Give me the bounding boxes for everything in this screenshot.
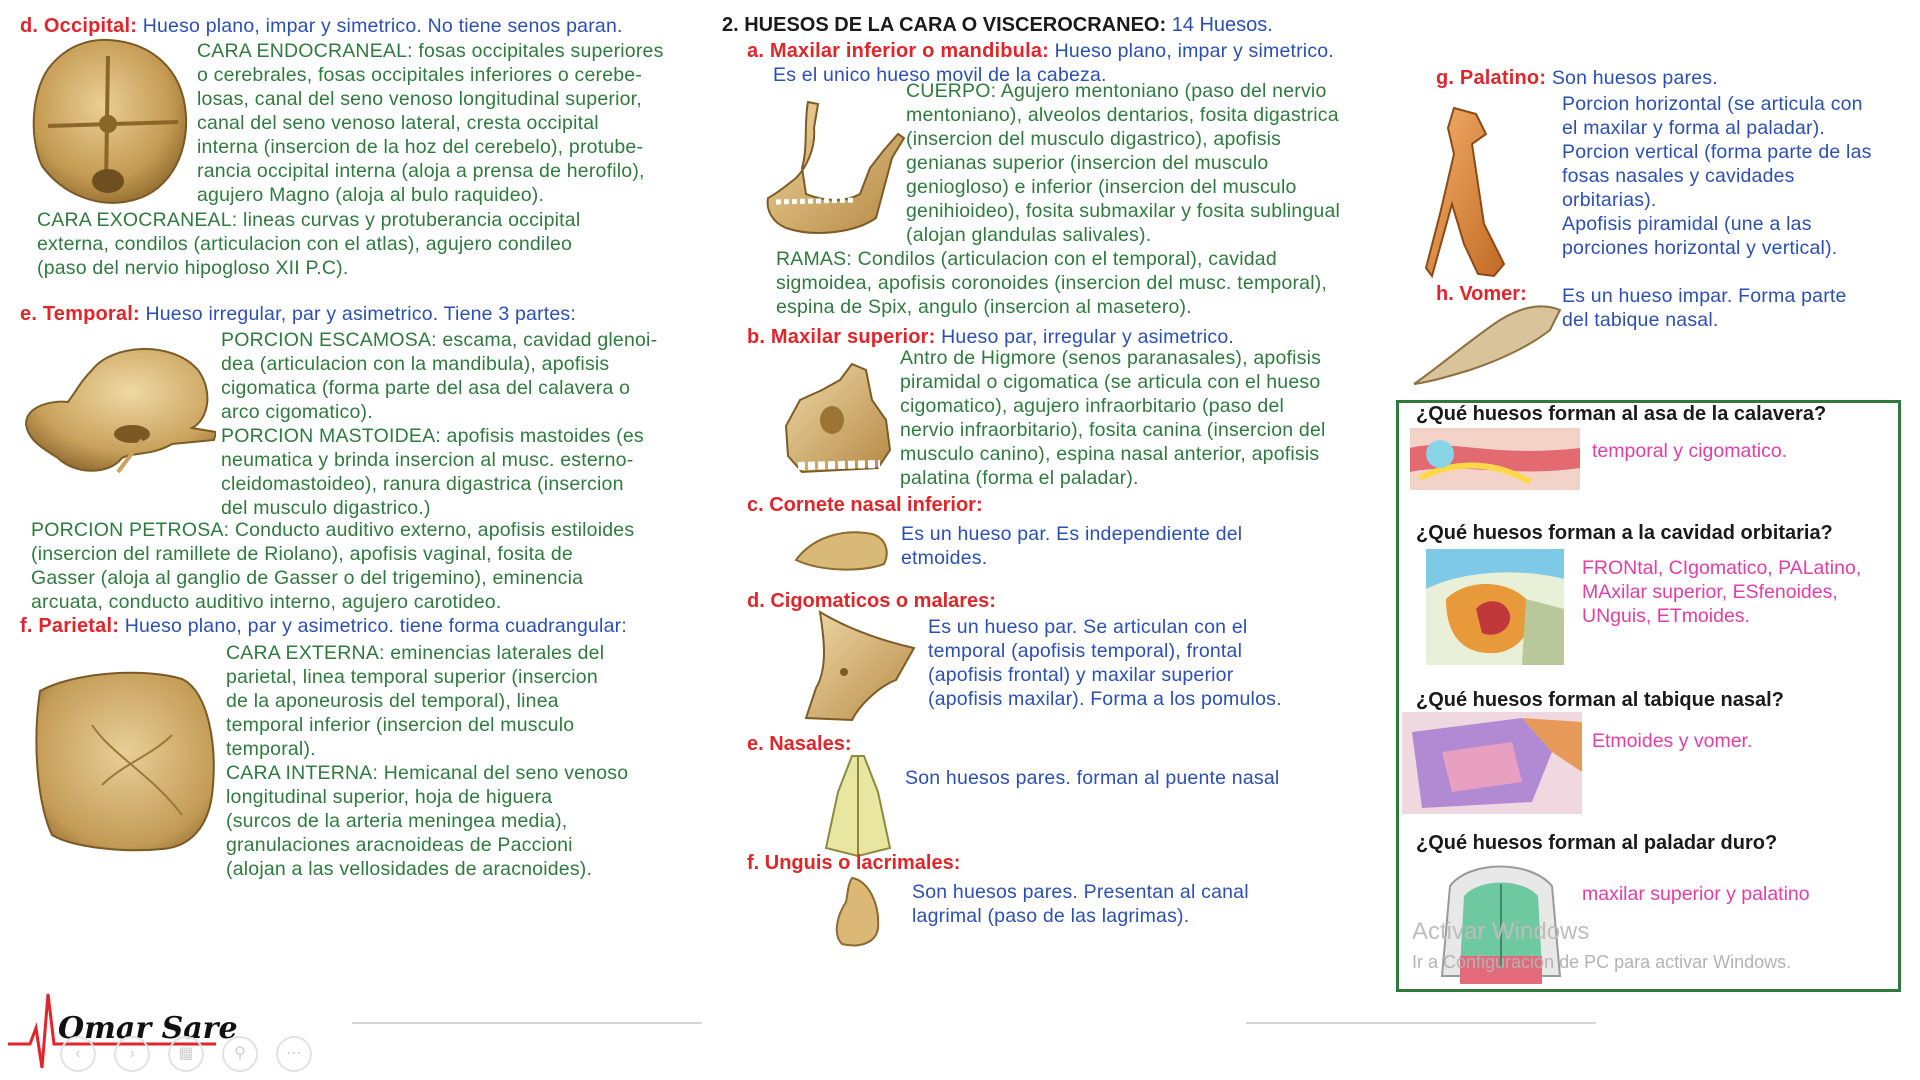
- text-line: cigomatico), agujero infraorbitario (paso del: [900, 395, 1285, 417]
- temporal-petrosa: [31, 518, 634, 614]
- text-line: genianas superior (insercion del musculo: [906, 152, 1269, 174]
- quiz-question-tabique: ¿Qué huesos forman al tabique nasal?: [1416, 689, 1784, 711]
- unguis-heading-text: f. Unguis o lacrimales:: [747, 852, 961, 874]
- text-line: temporal y cigomatico.: [1592, 440, 1788, 462]
- viewer-zoom-button[interactable]: ⚲: [222, 1036, 258, 1072]
- text-line: PORCION PETROSA: Conducto auditivo externo, apofisis estiloides: [31, 519, 635, 541]
- text-line: genihioideo), fosita submaxilar y fosita sublingual: [906, 200, 1341, 222]
- quiz-question-paladar: ¿Qué huesos forman al paladar duro?: [1416, 832, 1778, 854]
- text-line: mentoniano), alveolos dentarios, fosita digastrica: [906, 104, 1339, 126]
- text-line: Gasser (aloja al ganglio de Gasser o del trigemino), eminencia: [31, 567, 584, 589]
- text-line: temporal inferior (insercion del musculo: [226, 714, 575, 736]
- text-line: temporal (apofisis temporal), frontal: [928, 640, 1243, 662]
- text-line: porciones horizontal y vertical).: [1562, 237, 1838, 259]
- text-line: parietal, linea temporal superior (insercion: [226, 666, 598, 688]
- unguis-bone-image: [828, 874, 884, 950]
- occipital-title-row: [20, 14, 623, 38]
- text-line: temporal).: [226, 738, 316, 760]
- text-line: PORCION ESCAMOSA: escama, cavidad glenoi-: [221, 329, 658, 351]
- text-line: piramidal o cigomatica (se articula con el hueso: [900, 371, 1321, 393]
- text-line: granulaciones aracnoideas de Paccioni: [226, 834, 573, 856]
- text-line: CARA ENDOCRANEAL: fosas occipitales superiores: [197, 40, 664, 62]
- section-2-title: 2. HUESOS DE LA CARA O VISCEROCRANEO:: [722, 14, 1167, 36]
- text-line: UNguis, ETmoides.: [1582, 605, 1750, 627]
- text-line: (surcos de la arteria meningea media),: [226, 810, 568, 832]
- text-line: sigmoidea, apofisis coronoides (insercion del musc. temporal),: [776, 272, 1328, 294]
- text-line: arco cigomatico).: [221, 401, 373, 423]
- text-line: Porcion vertical (forma parte de las: [1562, 141, 1872, 163]
- viewer-next-button[interactable]: ›: [114, 1036, 150, 1072]
- text-line: (alojan a las vellosidades de aracnoides).: [226, 858, 593, 880]
- text-line: dea (articulacion con la mandibula), apofisis: [221, 353, 610, 375]
- viewer-more-button[interactable]: ⋯: [276, 1036, 312, 1072]
- parietal-heading: f. Parietal:: [20, 615, 120, 637]
- windows-activation-title: Activar Windows: [1412, 918, 1590, 945]
- cigomatico-bone-image: [800, 608, 916, 724]
- footer-divider-right: [1246, 1022, 1596, 1024]
- occipital-heading: d. Occipital:: [20, 15, 138, 37]
- temporal-bone-image: [22, 340, 216, 478]
- quiz-image-tabique: [1402, 712, 1582, 814]
- text-line: canal del seno venoso lateral, cresta occipital: [197, 112, 599, 134]
- text-line: geniogloso) e inferior (insercion del musculo: [906, 176, 1297, 198]
- text-line: palatina (forma el paladar).: [900, 467, 1139, 489]
- temporal-porciones: [221, 328, 657, 520]
- text-line: cigomatica (forma parte del asa del calavera o: [221, 377, 631, 399]
- maxilar-superior-bone-image: [782, 360, 894, 484]
- text-line: Etmoides y vomer.: [1592, 730, 1753, 752]
- cornete-text: [901, 522, 1242, 570]
- unguis-heading: [747, 852, 960, 875]
- nasales-heading-text: e. Nasales:: [747, 733, 852, 755]
- unguis-text: [912, 880, 1249, 928]
- text-line: (alojan glandulas salivales).: [906, 224, 1152, 246]
- cigomatico-text: [928, 615, 1282, 711]
- parietal-title-row: [20, 614, 627, 638]
- viewer-grid-button[interactable]: ▦: [168, 1036, 204, 1072]
- cornete-heading: [747, 494, 983, 517]
- text-line: (apofisis frontal) y maxilar superior: [928, 664, 1234, 686]
- text-line: arcuata, conducto auditivo interno, agujero carotideo.: [31, 591, 502, 613]
- text-line: Antro de Higmore (senos paranasales), apofisis: [900, 347, 1322, 369]
- text-line: externa, condilos (articulacion con el atlas), agujero condileo: [37, 233, 573, 255]
- text-line: el maxilar y forma al paladar).: [1562, 117, 1826, 139]
- text-line: Es un hueso par. Se articulan con el: [928, 616, 1248, 638]
- mandibula-cuerpo: [906, 79, 1340, 247]
- section-2-title-row: [722, 14, 1273, 37]
- maxilar-superior-heading: b. Maxilar superior:: [747, 326, 936, 348]
- quiz-question-orbitaria: ¿Qué huesos forman a la cavidad orbitaria?: [1416, 522, 1833, 544]
- vomer-heading-text: h. Vomer:: [1436, 283, 1527, 305]
- text-line: orbitarias).: [1562, 189, 1657, 211]
- section-2-count: 14 Huesos.: [1171, 14, 1273, 36]
- occipital-bone-image: [28, 36, 190, 206]
- text-line: (insercion del ramillete de Riolano), apofisis vaginal, fosita de: [31, 543, 573, 565]
- text-line: (insercion del musculo digastrico), apofisis: [906, 128, 1282, 150]
- text-line: Es un hueso par. Es independiente del: [901, 523, 1243, 545]
- windows-activation-subtitle: Ir a Configuración de PC para activar Windows.: [1412, 952, 1792, 972]
- occipital-endocraneal: [197, 39, 664, 207]
- nasales-text: Son huesos pares. forman al puente nasal: [905, 767, 1280, 789]
- text-line: de la aponeurosis del temporal), linea: [226, 690, 559, 712]
- cornete-bone-image: [792, 524, 892, 574]
- text-line: o cerebrales, fosas occipitales inferiores o cerebe-: [197, 64, 643, 86]
- text-line: CARA EXOCRANEAL: lineas curvas y protuberancia occipital: [37, 209, 581, 231]
- parietal-bone-image: [32, 665, 220, 853]
- palatino-heading: g. Palatino:: [1436, 67, 1547, 89]
- mandibula-ramas: [776, 247, 1327, 319]
- quiz-question-asa: ¿Qué huesos forman al asa de la calavera?: [1416, 403, 1827, 425]
- parietal-caras: [226, 641, 628, 881]
- mandibula-heading: a. Maxilar inferior o mandibula:: [747, 40, 1050, 62]
- text-line: etmoides.: [901, 547, 988, 569]
- mandibula-bone-image: [756, 98, 906, 238]
- text-line: lagrimal (paso de las lagrimas).: [912, 905, 1190, 927]
- text-line: del musculo digastrico.): [221, 497, 431, 519]
- text-line: interna (insercion de la hoz del cerebelo), protube-: [197, 136, 644, 158]
- parietal-intro: Hueso plano, par y asimetrico. tiene forma cuadrangular:: [124, 615, 627, 637]
- nasales-bone-image: [822, 752, 894, 858]
- vomer-bone-image: [1410, 300, 1564, 386]
- text-line: rancia occipital interna (aloja a prensa de herofilo),: [197, 160, 645, 182]
- quiz-image-asa: [1410, 428, 1580, 490]
- palatino-title-row: [1436, 66, 1718, 90]
- temporal-intro: Hueso irregular, par y asimetrico. Tiene 3 partes:: [145, 303, 576, 325]
- text-line: RAMAS: Condilos (articulacion con el temporal), cavidad: [776, 248, 1277, 270]
- palatino-porciones: [1562, 92, 1872, 260]
- text-line: Son huesos pares. Presentan al canal: [912, 881, 1249, 903]
- palatino-bone-image: [1424, 104, 1508, 280]
- text-line: FRONtal, CIgomatico, PALatino,: [1582, 557, 1862, 579]
- author-signature: Omar Sare: [58, 1011, 238, 1046]
- text-line: MAxilar superior, ESfenoides,: [1582, 581, 1838, 603]
- text-line: (paso del nervio hipogloso XII P.C).: [37, 257, 349, 279]
- text-line: neumatica y brinda insercion al musc. esterno-: [221, 449, 634, 471]
- cornete-heading-text: c. Cornete nasal inferior:: [747, 494, 983, 516]
- maxilar-superior-intro: Hueso par, irregular y asimetrico.: [941, 326, 1235, 348]
- vomer-text: [1562, 284, 1847, 332]
- viewer-prev-button[interactable]: ‹: [60, 1036, 96, 1072]
- quiz-image-orbitaria: [1426, 549, 1564, 665]
- temporal-heading: e. Temporal:: [20, 303, 140, 325]
- palatino-intro: Son huesos pares.: [1551, 67, 1718, 89]
- maxilar-superior-detalle: [900, 346, 1326, 490]
- text-line: Es un hueso impar. Forma parte: [1562, 285, 1847, 307]
- text-line: espina de Spix, angulo (insercion al masetero).: [776, 296, 1192, 318]
- text-line: fosas nasales y cavidades: [1562, 165, 1795, 187]
- text-line: losas, canal del seno venoso longitudinal superior,: [197, 88, 642, 110]
- quiz-answer-orbitaria: [1582, 556, 1861, 628]
- occipital-intro: Hueso plano, impar y simetrico. No tiene senos paran.: [142, 15, 623, 37]
- mandibula-intro: Hueso plano, impar y simetrico.: [1054, 40, 1334, 62]
- quiz-answer-paladar: [1582, 882, 1810, 906]
- mandibula-title-row: [747, 39, 1334, 63]
- text-line: Apofisis piramidal (une a las: [1562, 213, 1812, 235]
- text-line: CARA EXTERNA: eminencias laterales del: [226, 642, 605, 664]
- cigomatico-heading-text: d. Cigomaticos o malares:: [747, 590, 996, 612]
- text-line: CARA INTERNA: Hemicanal del seno venoso: [226, 762, 629, 784]
- text-line: musculo canino), espina nasal anterior, apofisis: [900, 443, 1320, 465]
- footer-divider-left: [352, 1022, 702, 1024]
- temporal-title-row: [20, 302, 576, 326]
- quiz-answer-asa: [1592, 439, 1787, 463]
- text-line: del tabique nasal.: [1562, 309, 1719, 331]
- text-line: (apofisis maxilar). Forma a los pomulos.: [928, 688, 1282, 710]
- text-line: CUERPO: Agujero mentoniano (paso del nervio: [906, 80, 1327, 102]
- text-line: maxilar superior y palatino: [1582, 883, 1810, 905]
- text-line: nervio infraorbitario), fosita canina (insercion del: [900, 419, 1326, 441]
- quiz-answer-tabique: [1592, 729, 1752, 753]
- text-line: agujero Magno (aloja al bulo raquideo).: [197, 184, 545, 206]
- occipital-exocraneal: [37, 208, 580, 280]
- text-line: cleidomastoideo), ranura digastrica (insercion: [221, 473, 624, 495]
- text-line: PORCION MASTOIDEA: apofisis mastoides (es: [221, 425, 644, 447]
- text-line: Porcion horizontal (se articula con: [1562, 93, 1863, 115]
- mandibula-intro-2: Es el unico hueso movil de la cabeza.: [773, 64, 1107, 86]
- text-line: longitudinal superior, hoja de higuera: [226, 786, 553, 808]
